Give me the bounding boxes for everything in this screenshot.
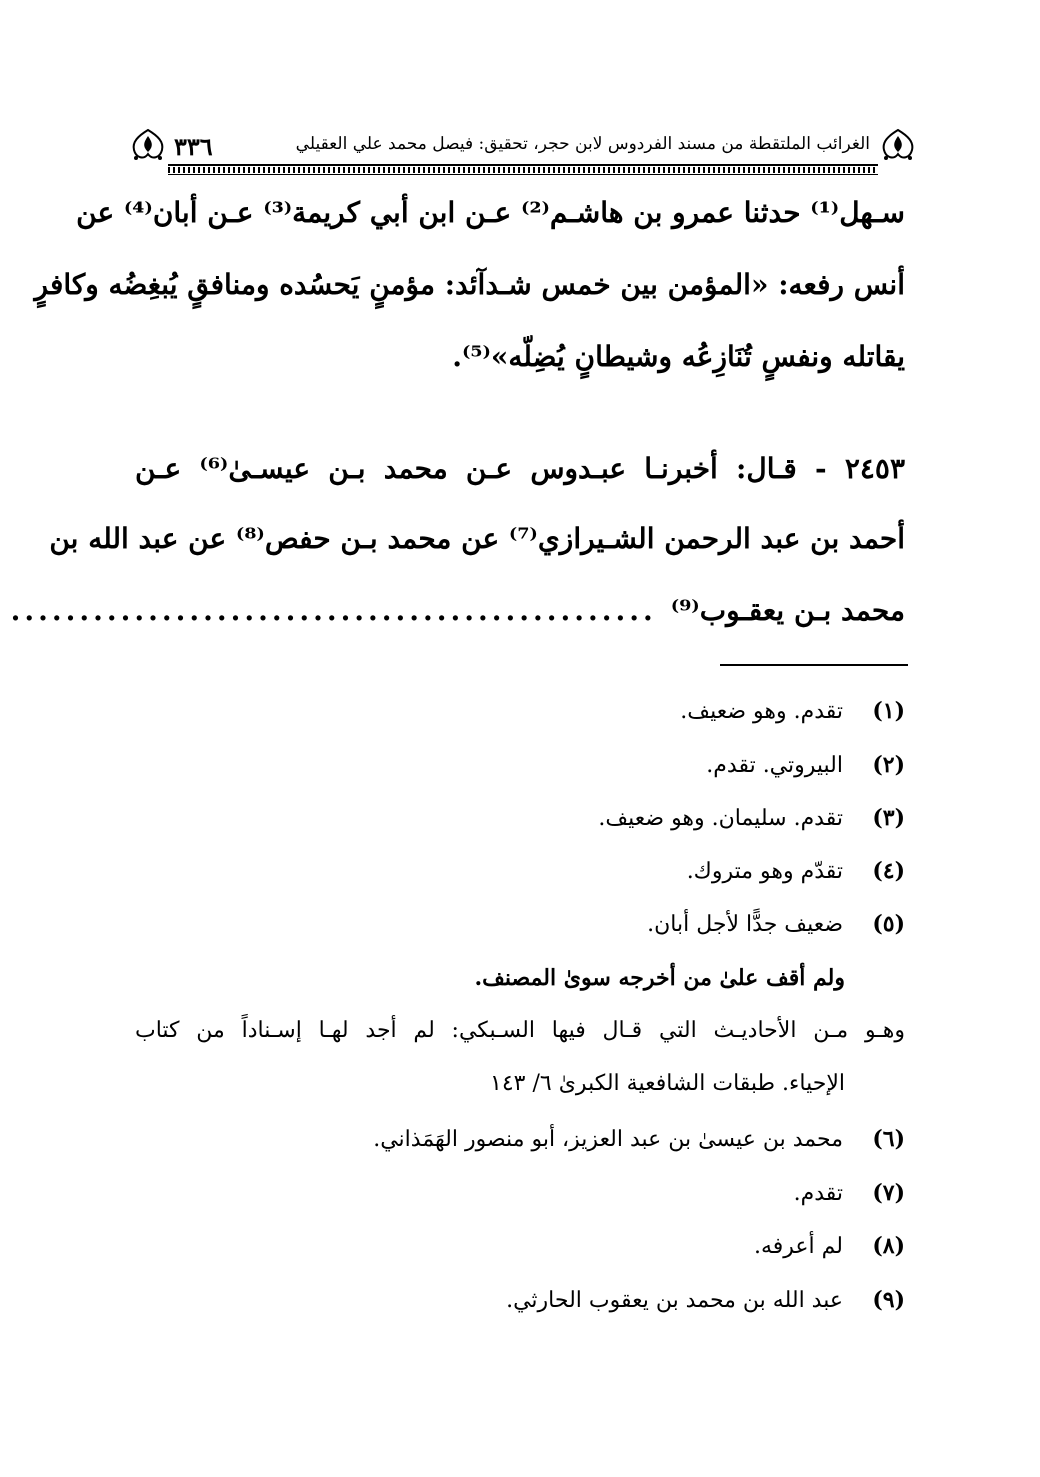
footnote-9 — [506, 1287, 905, 1313]
ornament-right-icon — [878, 128, 918, 162]
ornament-left-icon — [128, 128, 168, 162]
footnote-5-extra-3: الإحياء. طبقات الشافعية الكبرىٰ ٦/ ١٤٣ — [490, 1071, 845, 1096]
footnote-text: تقدم. — [793, 1181, 843, 1206]
body-line-6-text: محمد بـن يعقـوب⁽⁹⁾ — [670, 594, 905, 627]
footnote-8 — [754, 1233, 905, 1259]
footnote-text: محمد بن عيسىٰ بن عبد العزيز، أبو منصور الهَمَذاني. — [373, 1127, 843, 1152]
footnote-7 — [794, 1180, 905, 1206]
body-line-6 — [10, 594, 905, 627]
footnote-2 — [706, 752, 905, 778]
footnote-text: ضعيف جدًّا لأجل أبان. — [647, 912, 843, 937]
footnote-text: تقدم. سليمان. وهو ضعيف. — [598, 806, 843, 831]
footnote-number: (٧) — [872, 1180, 905, 1206]
running-title: الغرائب الملتقطة من مسند الفردوس لابن حجر، تحقيق: فيصل محمد علي العقيلي — [295, 134, 870, 154]
footnote-4 — [687, 858, 905, 884]
footnote-number: (٣) — [872, 805, 905, 831]
footnote-5 — [647, 911, 905, 937]
footnote-number: (٩) — [872, 1287, 905, 1313]
body-line-5: أحمد بن عبد الرحمن الشـيرازي⁽⁷⁾ عن محمد بـن حفص⁽⁸⁾ عن عبد الله بن — [49, 522, 905, 555]
footnote-5-extra-1: ولم أقف علىٰ من أخرجه سوىٰ المصنف. — [474, 965, 845, 991]
footnote-6 — [373, 1126, 905, 1152]
footnote-3 — [598, 805, 905, 831]
footnote-text: عبد الله بن محمد بن يعقوب الحارثي. — [506, 1288, 843, 1313]
header-rule — [168, 164, 878, 175]
footnote-number: (١) — [872, 698, 905, 724]
continuation-dots: ............................................... — [10, 594, 657, 627]
body-line-3: يقاتله ونفسٍ تُنَازِعُه وشيطانٍ يُضِلّه»⁽⁵⁾. — [452, 340, 905, 373]
body-line-1: سـهل⁽¹⁾ حدثنا عمرو بن هاشـم⁽²⁾ عـن ابن أبي كريمة⁽³⁾ عـن أبان⁽⁴⁾ عن — [76, 196, 905, 229]
footnote-separator — [720, 664, 908, 666]
body-line-2: أنس رفعه: «المؤمن بين خمس شـدآئد: مؤمنٍ يَحسُده ومنافقٍ يُبغِضُه وكافرٍ — [34, 268, 905, 301]
footnote-number: (٢) — [872, 752, 905, 778]
footnote-5-extra-2: وهـو مـن الأحاديـث التي قـال فيها السـبكي: لم أجد لهـا إسـناداً من كتاب — [135, 1018, 905, 1043]
page-header — [128, 124, 918, 170]
footnote-text: تقدم. وهو ضعيف. — [680, 699, 843, 724]
footnote-text: البيروتي. تقدم. — [706, 753, 843, 778]
footnote-text: لم أعرفه. — [753, 1234, 843, 1259]
footnote-number: (٥) — [872, 911, 905, 937]
footnote-1 — [680, 698, 905, 724]
body-line-4: ٢٤٥٣ - قـال: أخبرنـا عبـدوس عـن محمد بـن عيسـىٰ⁽⁶⁾ عـن — [135, 452, 905, 485]
footnote-number: (٨) — [872, 1233, 905, 1259]
page-number: ٣٣٦ — [174, 132, 213, 161]
footnote-number: (٦) — [872, 1126, 905, 1152]
footnote-text: تقدّم وهو متروك. — [686, 859, 843, 884]
footnote-number: (٤) — [872, 858, 905, 884]
